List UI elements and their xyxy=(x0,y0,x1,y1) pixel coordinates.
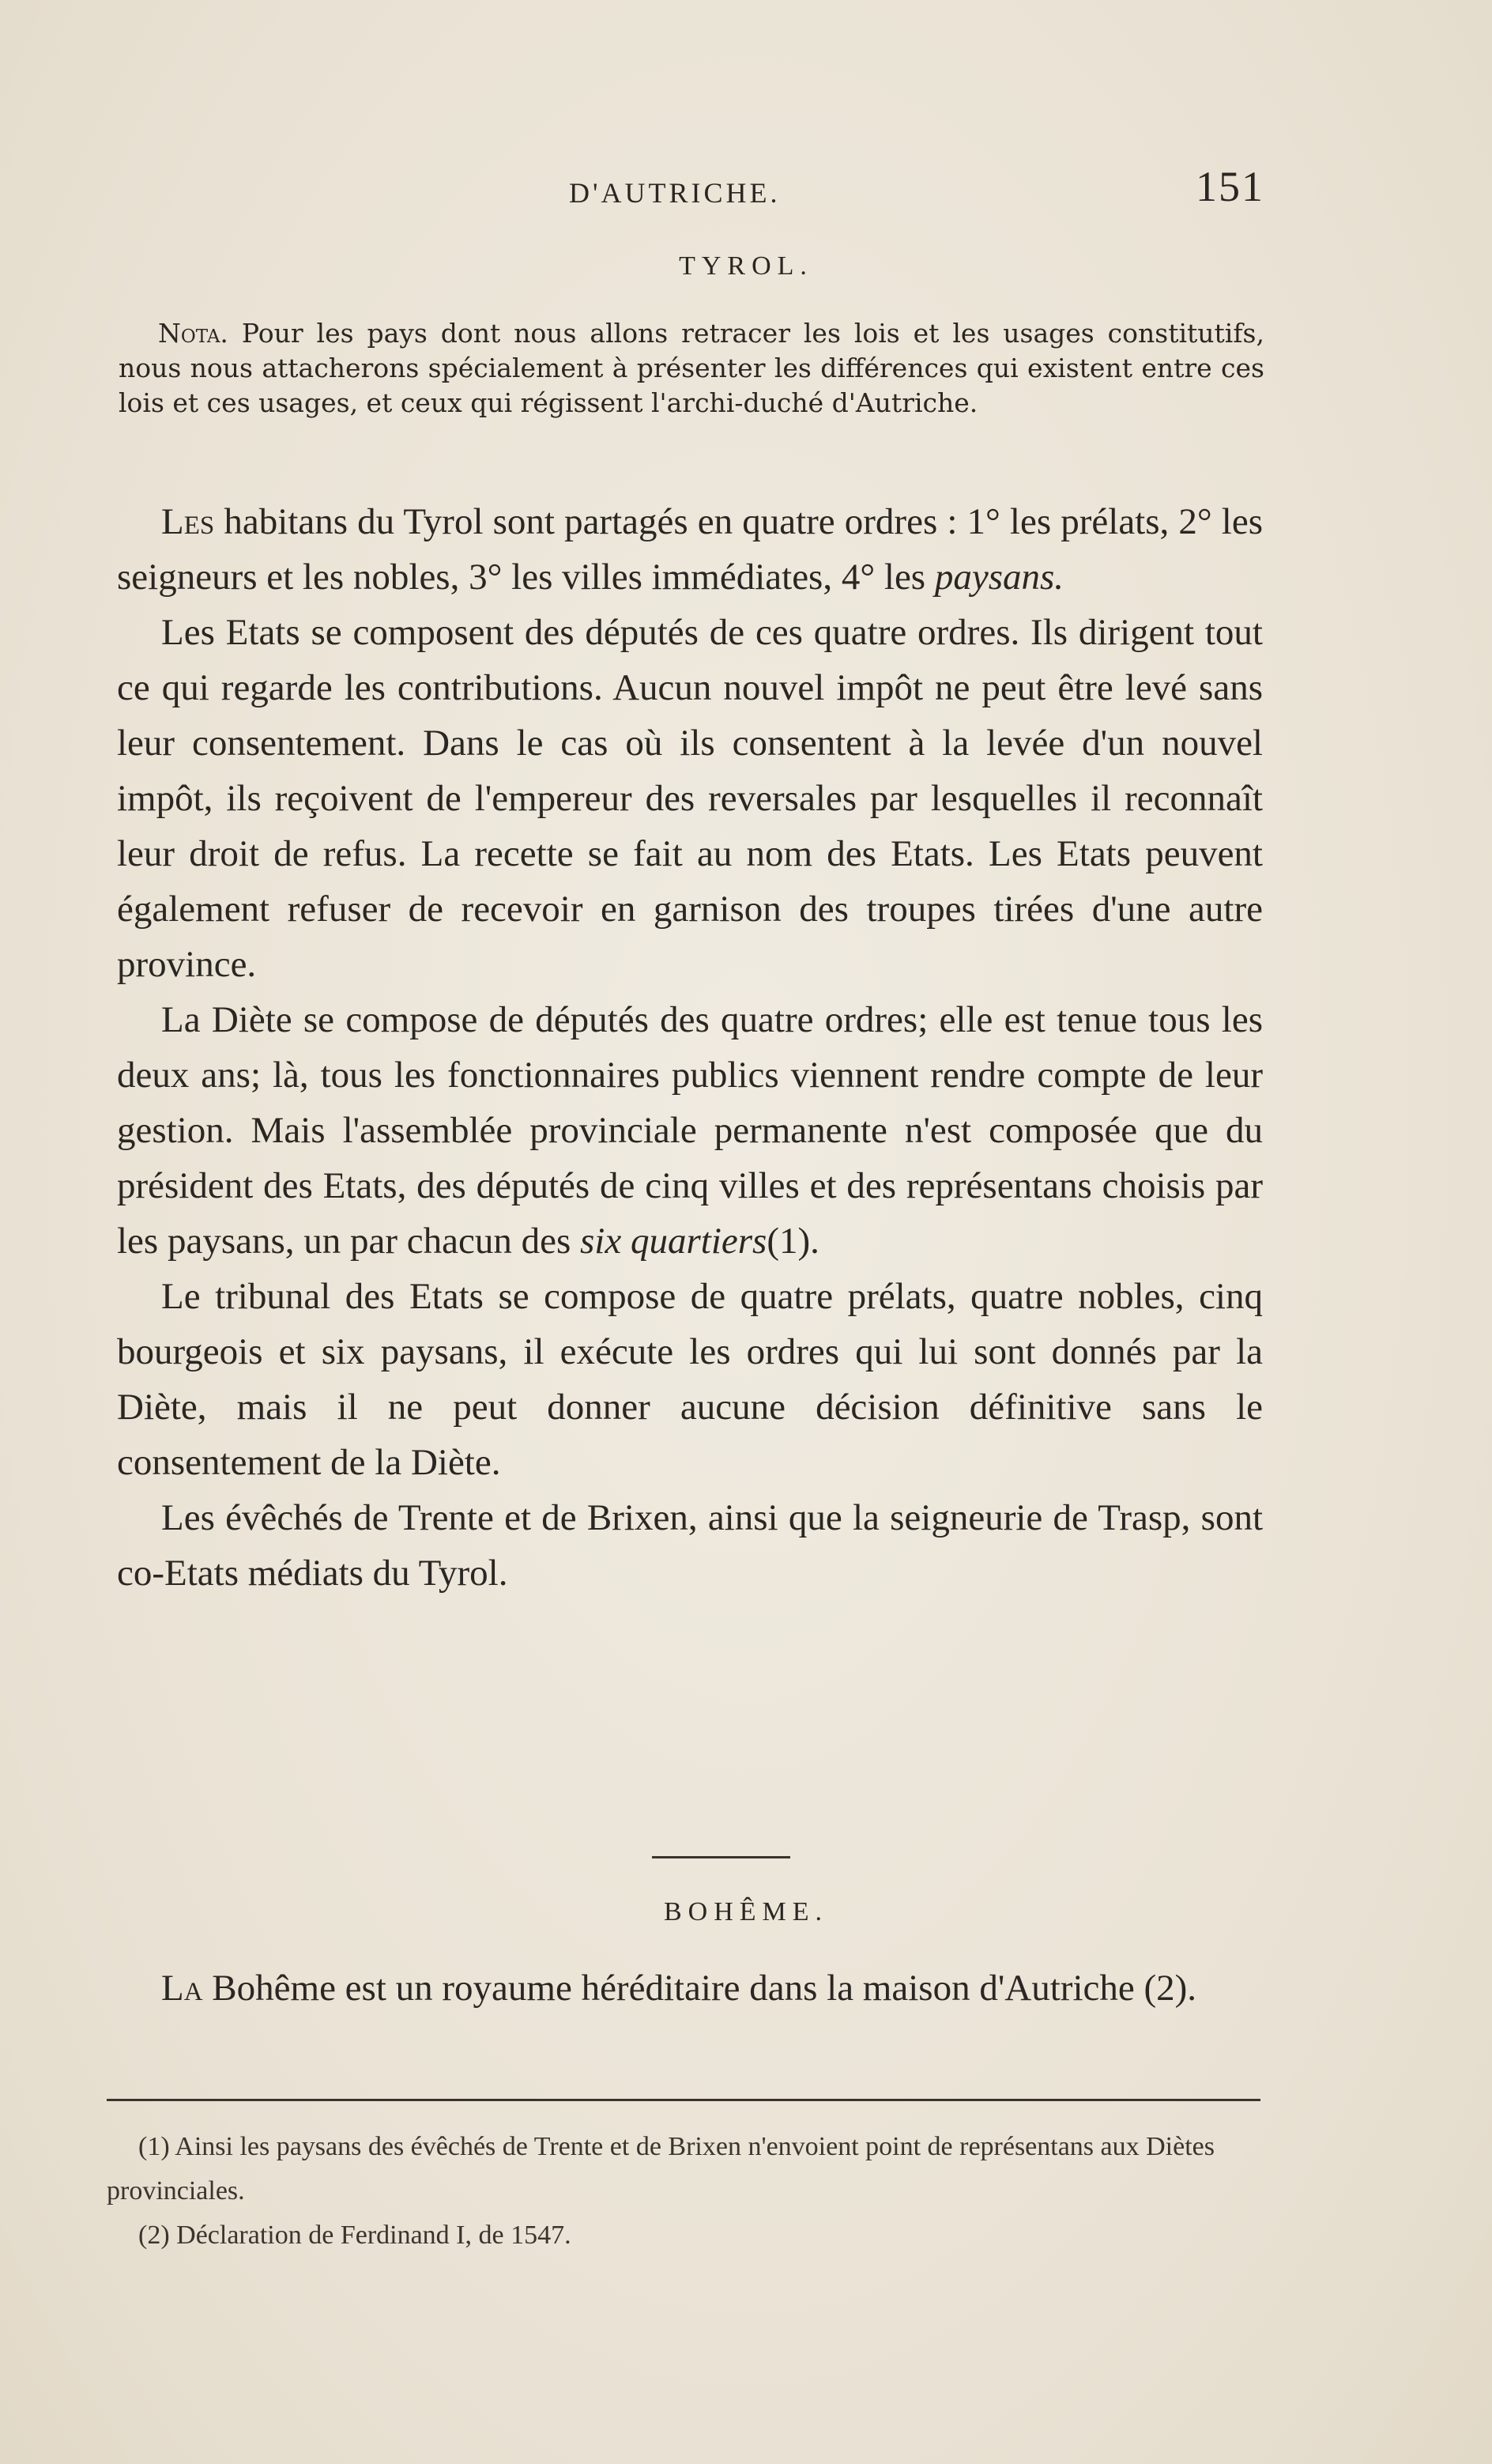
paragraph: Le tribunal des Etats se compose de quatre prélats, quatre nobles, cinq bourgeois et six paysans, il exécute les ordres qui lui sont donnés par la Diète, mais il ne peut donner aucune décision définitive sans le consentement de la Diète. xyxy=(117,1276,1263,1483)
paragraph xyxy=(117,494,1263,605)
section-divider xyxy=(652,1856,790,1858)
boheme-body xyxy=(117,1960,1263,2016)
paragraph-italic: paysans. xyxy=(934,557,1064,598)
footnote-rule xyxy=(107,2099,1260,2101)
nota-text: Pour les pays dont nous allons retracer les lois et les usages constitutifs, nous nous attacherons spécialement à présenter les différences qui existent entre ces lois et ces usages, et ceux qui régissent l'archi-duché d'Autriche. xyxy=(119,318,1264,418)
nota-paragraph xyxy=(119,316,1264,421)
tyrol-body xyxy=(117,494,1263,1601)
nota-lead: Nota. xyxy=(158,318,228,349)
paragraph-text: habitans du Tyrol sont partagés en quatre ordres : 1° les prélats, 2° les seigneurs et les nobles, 3° les villes immédiates, 4° les xyxy=(117,501,1264,598)
footnotes xyxy=(107,2125,1260,2258)
paragraph-lead: La xyxy=(161,1968,203,2009)
footnote: (1) Ainsi les paysans des évêchés de Trente et de Brixen n'envoient point de représentans aux Diètes provinciales. xyxy=(107,2132,1215,2206)
section-title-boheme: BOHÊME. xyxy=(663,1897,829,1926)
paragraph: Les évêchés de Trente et de Brixen, ainsi que la seigneurie de Trasp, sont co-Etats médiats du Tyrol. xyxy=(117,1497,1263,1594)
paragraph-text: Bohême est un royaume héréditaire dans la maison d'Autriche (2). xyxy=(212,1968,1197,2009)
paragraph-lead: Les xyxy=(161,501,215,542)
paragraph: Les Etats se composent des députés de ces quatre ordres. Ils dirigent tout ce qui regarde les contributions. Aucun nouvel impôt ne peut être levé sans leur consentement. Dans le cas où ils consentent à la levée d'un nouvel impôt, ils reçoivent de l'empereur des reversales par lesquelles il reconnaît leur droit de refus. La recette se fait au nom des Etats. Les Etats peuvent également refuser de recevoir en garnison des troupes tirées d'une autre province. xyxy=(117,612,1263,985)
paragraph-text: La Diète se compose de députés des quatre ordres; elle est tenue tous les deux ans; là, tous les fonctionnaires publics viennent rendre compte de leur gestion. Mais l'assemblée provinciale permanente n'est composée que du président des Etats, des députés de cinq villes et des représentans choisis par les paysans, un par chacun des xyxy=(117,999,1263,1262)
running-head: D'AUTRICHE. xyxy=(569,177,781,209)
footnote-reference: (1). xyxy=(767,1221,819,1262)
paragraph xyxy=(117,992,1263,1269)
page-header xyxy=(111,162,1264,217)
paragraph xyxy=(117,1960,1263,2016)
section-title-tyrol: TYROL. xyxy=(679,251,813,281)
page-number: 151 xyxy=(1196,163,1264,210)
paragraph-italic: six quartiers xyxy=(580,1221,767,1262)
footnote: (2) Déclaration de Ferdinand I, de 1547. xyxy=(138,2221,571,2250)
